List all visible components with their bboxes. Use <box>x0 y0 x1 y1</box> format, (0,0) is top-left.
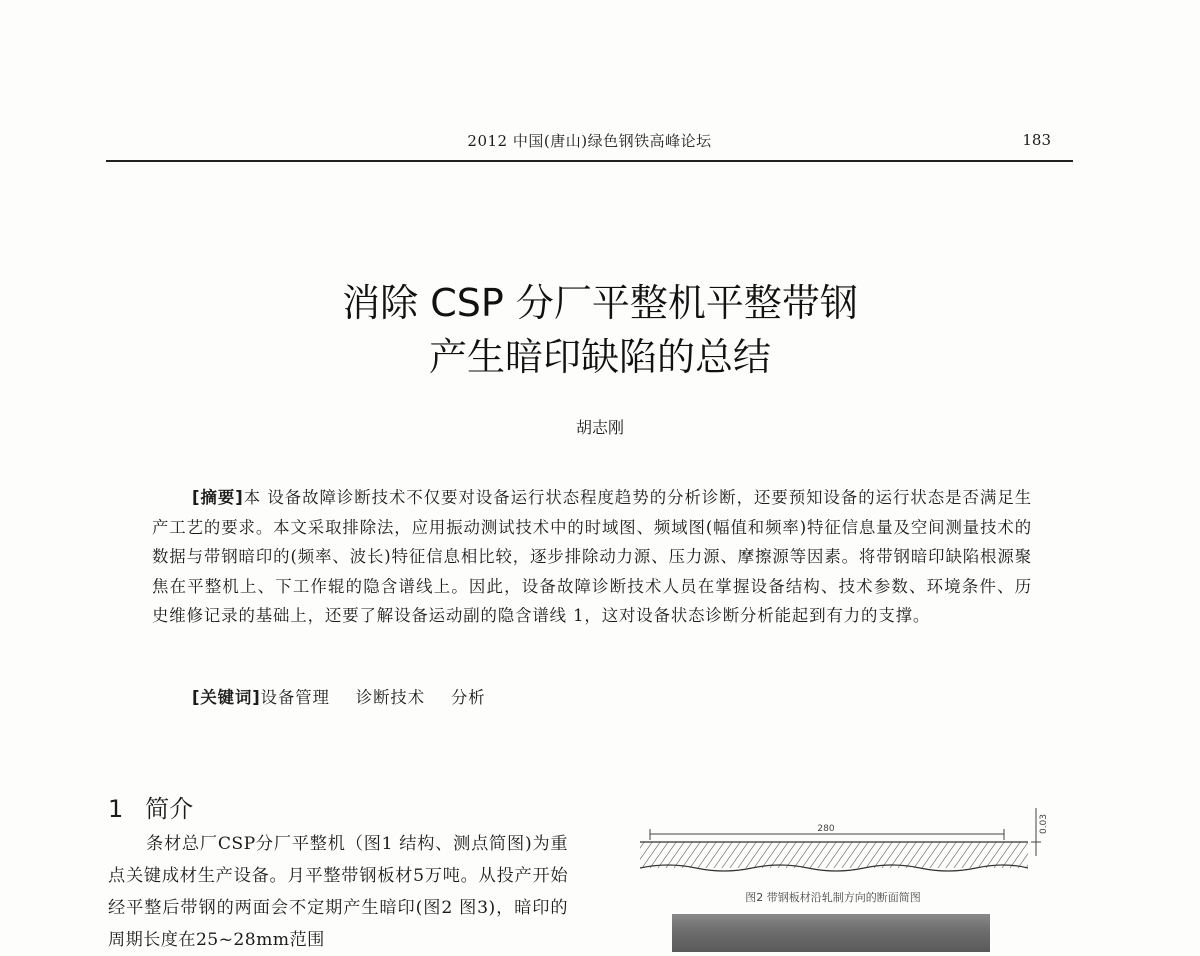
section-number: 1 <box>108 795 124 823</box>
paper-title <box>0 276 1200 384</box>
abstract <box>152 483 1032 631</box>
keyword-1: 设备管理 <box>260 688 330 707</box>
header-title: 2012 中国(唐山)绿色钢铁高峰论坛 <box>467 132 712 150</box>
author-name: 胡志刚 <box>575 418 624 437</box>
dimension-label: 280 <box>817 824 835 834</box>
title-line-1: 消除 CSP 分厂平整机平整带钢 <box>342 281 858 325</box>
section-heading <box>108 789 193 824</box>
page-number: 183 <box>1022 131 1051 149</box>
keywords-label: [关键词] <box>192 688 261 707</box>
cross-section-diagram <box>628 796 1060 888</box>
figure-2 <box>628 796 1060 952</box>
strip-photo <box>672 914 990 952</box>
section-body-text: 条材总厂CSP分厂平整机（图1 结构、测点简图)为重点关键成材生产设备。月平整带钢板材5万吨。从投产开始经平整后带钢的两面会不定期产生暗印(图2 图3)，暗印的周期长度在25~28mm范围 <box>108 834 568 950</box>
running-header <box>106 126 1073 162</box>
section-title: 简介 <box>145 795 194 823</box>
title-line-2: 产生暗印缺陷的总结 <box>428 335 771 379</box>
abstract-text: 本 设备故障诊断技术不仅要对设备运行状态程度趋势的分析诊断，还要预知设备的运行状态是否满足生产工艺的要求。本文采取排除法，应用振动测试技术中的时域图、频域图(幅值和频率)特征信息量及空间测量技术的数据与带钢暗印的(频率、波长)特征信息相比较，逐步排除动力源、压力源、摩擦源等因素。将带钢暗印缺陷根源聚焦在平整机上、下工作辊的隐含谱线上。因此，设备故障诊断技术人员在掌握设备结构、技术参数、环境条件、历史维修记录的基础上，还要了解设备运动副的隐含谱线 1，这对设备状态诊断分析能起到有力的支撑。 <box>152 488 1032 625</box>
keyword-3: 分析 <box>451 688 486 707</box>
keywords <box>192 684 512 708</box>
figure-caption: 图2 带钢板材沿轧制方向的断面简图 <box>745 891 921 904</box>
keyword-2: 诊断技术 <box>355 688 425 707</box>
hatched-strip <box>640 842 1028 868</box>
thickness-label: 0.03 <box>1039 813 1049 835</box>
abstract-label: [摘要] <box>192 488 244 507</box>
